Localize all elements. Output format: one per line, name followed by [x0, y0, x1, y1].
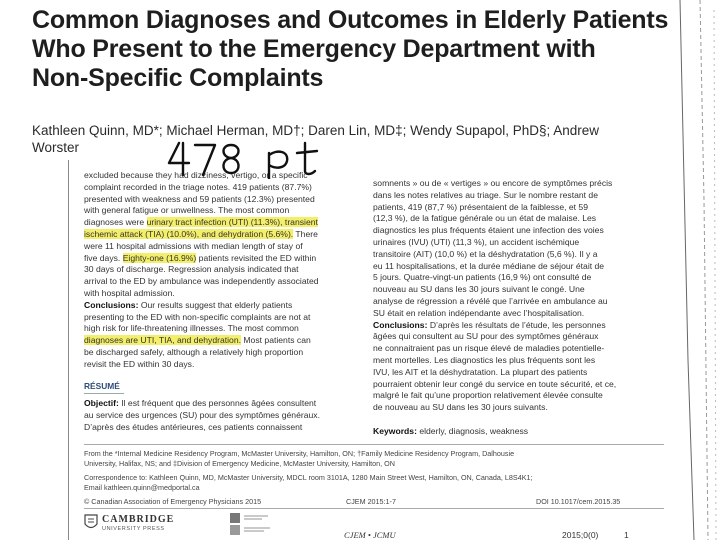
publisher-name: CAMBRIDGE — [102, 514, 175, 525]
text-line — [84, 217, 360, 229]
text-run: five days. — [84, 252, 123, 263]
text-line: (12,3 %), de la fatigue générale ou un état de malaise. Les — [373, 213, 597, 224]
cambridge-logo — [84, 512, 176, 536]
text-line: patients, 419 (87,7 %) présentaient de la faiblesse, et 59 — [373, 201, 588, 212]
author-line: Worster — [32, 140, 80, 155]
text-line — [84, 398, 360, 410]
page-edge-shadow — [674, 0, 720, 540]
text-line: de nouveau au SU dans les 30 jours suivants. — [373, 402, 548, 413]
text-line: with general fatigue or unwellness. The most common — [84, 205, 290, 216]
text-line — [84, 300, 360, 312]
resume-heading: RÉSUMÉ — [84, 381, 124, 395]
text-run: Most patients can — [241, 335, 311, 346]
text-line: nouveau au SU dans les 30 jours suivant le congé. Une — [373, 284, 585, 295]
issue-text: 2015;0(0) — [562, 530, 599, 540]
section-label: Keywords: — [373, 426, 417, 436]
text-run: diagnoses were — [84, 217, 147, 228]
author-list — [32, 122, 720, 156]
text-run: There — [293, 228, 318, 239]
scanned-page-border — [68, 160, 69, 540]
text-line: eu 11 hospitalisations, et la durée médiane de séjour était de — [373, 260, 605, 271]
text-line — [84, 229, 360, 241]
text-line: 30 days of discharge. Regression analysis indicated that — [84, 264, 299, 275]
title-line: Non-Specific Complaints — [32, 64, 324, 92]
text-line: pourraient obtenir leur congé du service en toute sécurité, et ce, — [373, 378, 617, 389]
keywords — [373, 426, 663, 437]
author-line: Kathleen Quinn, MD*; Michael Herman, MD†; Daren Lin, MD‡; Wendy Supapol, PhD§; Andrew — [32, 123, 600, 138]
text-line: âgées qui consultent au SU pour des symptômes généraux — [373, 331, 599, 342]
text-line: presenting to the ED with non-specific complaints are not at — [84, 311, 311, 322]
copyright-text: © Canadian Association of Emergency Physicians 2015 — [84, 497, 262, 506]
text-line: malgré le fait qu’une proportion relativement élevée consulte — [373, 390, 603, 401]
association-logos — [228, 511, 298, 537]
text-run: Il est fréquent que des personnes âgées consultent — [118, 398, 317, 409]
text-line — [84, 253, 360, 265]
abstract-right-column — [373, 178, 653, 414]
article-title — [32, 6, 672, 93]
text-line: urinaires (IVU) (UTI) (11,3 %), un accident ischémique — [373, 236, 580, 247]
section-label: Conclusions: — [84, 299, 139, 310]
affiliation-line: From the *Internal Medicine Residency Program, McMaster University, Hamilton, ON; †Family Medicine Residency Program, Dalhousie — [84, 449, 515, 458]
highlighted-text: diagnoses are UTI, TIA, and dehydration. — [84, 335, 242, 346]
text-line: D’après des études antérieures, ces patients connaissent — [84, 421, 303, 432]
text-line: high risk for life-threatening illnesses. The most common — [84, 323, 299, 334]
citation-row — [84, 497, 674, 506]
text-line: presented with weakness and 59 patients (12.3%) presented — [84, 193, 315, 204]
title-line: Common Diagnoses and Outcomes in Elderly Patients — [32, 6, 669, 34]
title-line: Who Present to the Emergency Department with — [32, 35, 596, 63]
handwritten-annotation — [165, 137, 335, 179]
journal-ref: CJEM 2015:1-7 — [346, 497, 396, 506]
text-line: transitoire (AIT) (10,0 %) et la déshydratation (5,6 %). Il y a — [373, 248, 598, 259]
text-line: revisit the ED within 30 days. — [84, 358, 195, 369]
text-line: diagnostics les plus fréquents étaient une infection des voies — [373, 225, 604, 236]
abstract-left-column — [84, 170, 360, 434]
text-line: somnents » ou de « vertiges » ou encore de symptômes précis — [373, 178, 613, 188]
doi-text: DOI 10.1017/cem.2015.35 — [536, 497, 621, 506]
text-line: 5 jours. Quatre-vingt-un patients (16,9 %) ont consulté de — [373, 272, 592, 283]
text-line: ne connaitraient pas un risque élevé de maladies potentielle- — [373, 343, 605, 354]
text-run: Our results suggest that elderly patients — [138, 299, 293, 310]
footer-divider — [84, 444, 664, 445]
highlighted-text: Eighty-one (16.9%) — [122, 252, 197, 263]
crest-icon — [84, 514, 98, 532]
text-run: D’après les résultats de l’étude, les personnes — [427, 319, 606, 330]
text-line: complaint recorded in the triage notes. 419 patients (87.7%) — [84, 181, 312, 192]
text-line: excluded because they had dizziness, vertigo, or a specific — [84, 170, 308, 180]
publisher-subname: UNIVERSITY PRESS — [102, 526, 165, 532]
text-line: with hospital admission. — [84, 287, 175, 298]
keywords-text: elderly, diagnosis, weakness — [416, 426, 529, 436]
footer-divider — [84, 508, 664, 509]
text-line: arrival to the ED by ambulance was independently associated — [84, 276, 319, 287]
text-line — [84, 335, 360, 347]
text-line: analyse de régression a révélé que l’arrivée en ambulance au — [373, 295, 608, 306]
page-number: 1 — [624, 530, 629, 540]
correspondence-line: Correspondence to: Kathleen Quinn, MD, McMaster University, MDCL room 3101A, 1280 Main Street West, Hamilton, ON, Canada, L8S4K1; — [84, 473, 533, 482]
text-line: au service des urgences (SU) pour des symptômes généraux. — [84, 410, 320, 421]
text-line: SU était en relation indépendante avec l’hospitalisation. — [373, 307, 585, 318]
correspondence-line: Email kathleen.quinn@medportal.ca — [84, 483, 200, 492]
section-label: Objectif: — [84, 398, 119, 409]
highlighted-text: urinary tract infection (UTI) (11.3%), transient — [146, 217, 318, 228]
text-line: ment mortelles. Les diagnostics les plus fréquents sont les — [373, 354, 596, 365]
highlighted-text: ischemic attack (TIA) (10.0%), and dehydration (5.6%). — [84, 228, 294, 239]
section-label: Conclusions: — [373, 319, 428, 330]
affiliation-line: University, Halifax, NS; and ‡Division of Emergency Medicine, McMaster University, Hamilton, ON — [84, 459, 395, 468]
text-line: dans les notes relatives au triage. Sur le nombre restant de — [373, 189, 598, 200]
text-line: were 11 hospital admissions with median length of stay of — [84, 240, 303, 251]
text-run: patients revisited the ED within — [196, 252, 317, 263]
journal-name: CJEM • JCMU — [344, 530, 396, 540]
text-line — [373, 320, 653, 332]
text-line: be discharged safely, although a relatively high proportion — [84, 346, 304, 357]
text-line: IVU, les AIT et la déshydratation. La plupart des patients — [373, 366, 588, 377]
